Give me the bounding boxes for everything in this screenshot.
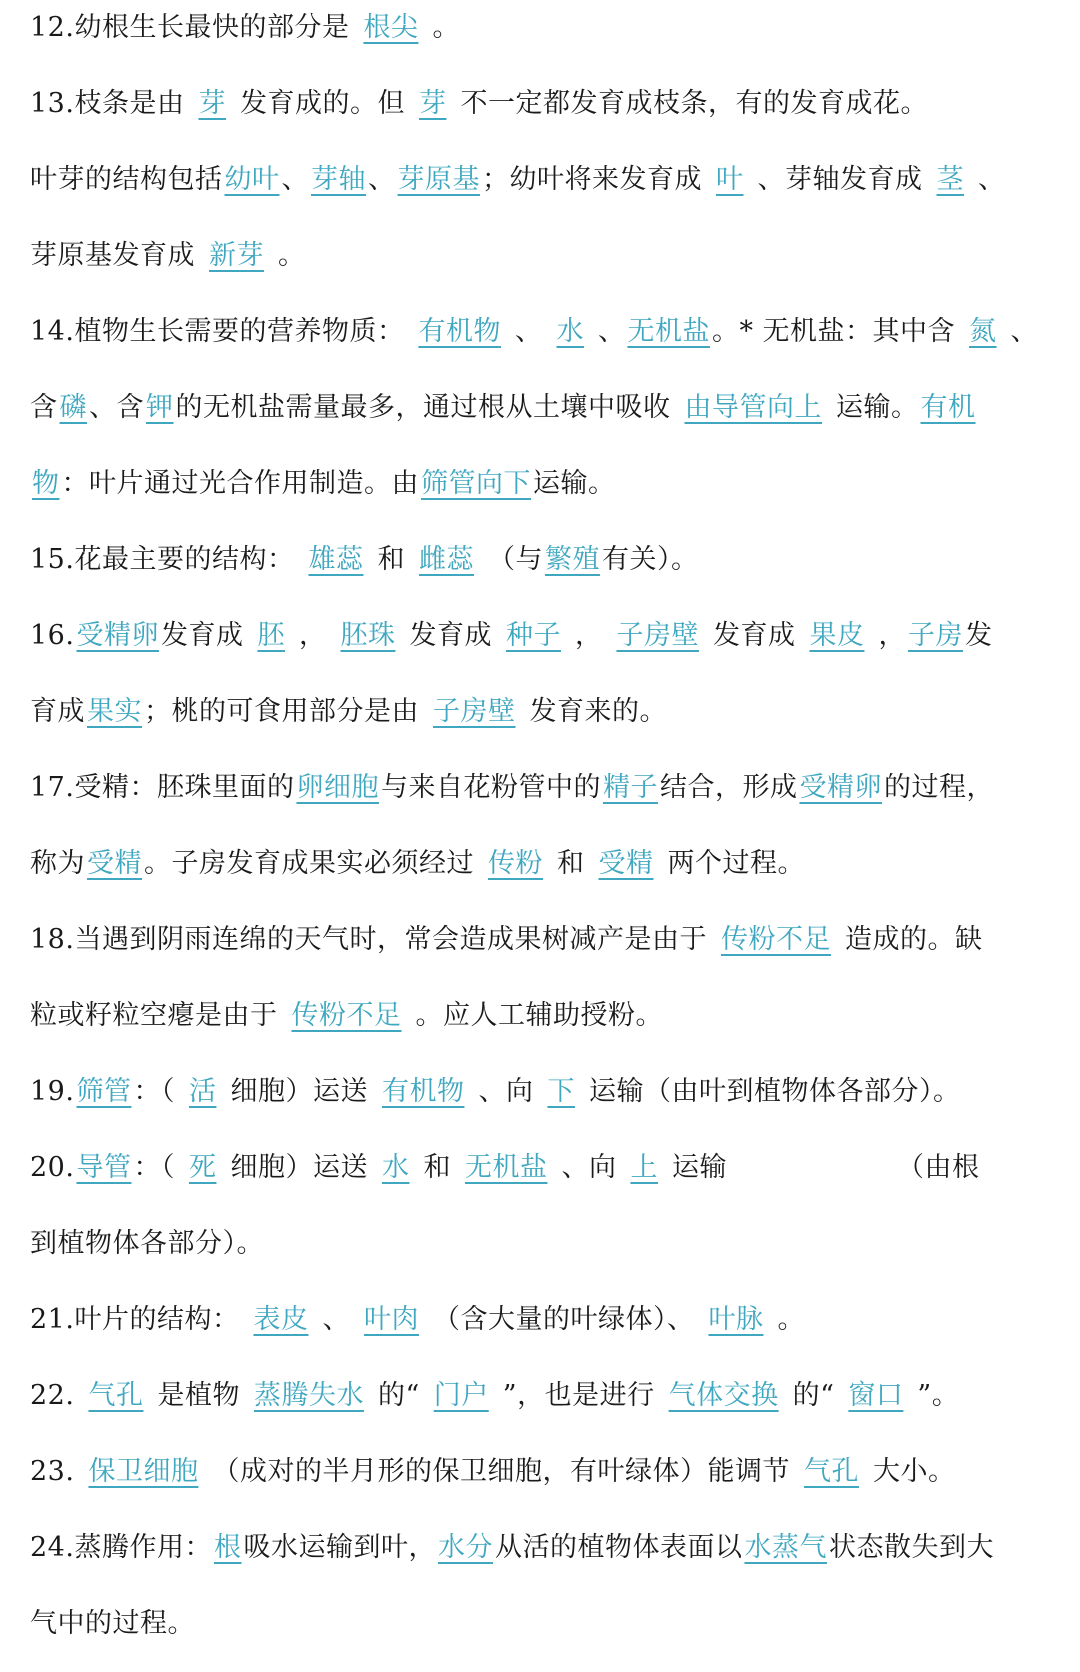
answer-blank: 筛管向下 — [421, 468, 531, 499]
text-line — [30, 608, 1054, 684]
question-text: 发育成 — [409, 620, 492, 651]
text-line — [30, 1292, 1054, 1368]
text-line — [30, 1216, 1054, 1292]
question-text: 21.叶片的结构： — [30, 1304, 240, 1335]
question-text: 15.花最主要的结构： — [30, 544, 295, 575]
question-text: 细胞）运送 — [230, 1076, 368, 1107]
question-text: 24.蒸腾作用： — [30, 1532, 212, 1563]
question-text: 芽原基发育成 — [30, 240, 195, 271]
answer-blank: 氮 — [969, 316, 997, 347]
question-text: 运输（由叶到植物体各部分）。 — [588, 1076, 961, 1107]
answer-blank: 有机物 — [418, 316, 501, 347]
answer-blank: 芽原基 — [397, 164, 480, 195]
text-line — [30, 228, 1054, 304]
answer-blank: 气孔 — [88, 1380, 144, 1411]
answer-blank: 窗口 — [848, 1380, 904, 1411]
answer-blank: 上 — [630, 1152, 658, 1183]
question-text: 发育成的。但 — [239, 88, 405, 119]
question-text: （成对的半月形的保卫细胞，有叶绿体）能调节 — [212, 1456, 790, 1487]
question-text: 结合，形成 — [659, 772, 798, 803]
question-text: 12.幼根生长最快的部分是 — [30, 12, 350, 43]
question-text: 细胞）运送 — [230, 1152, 368, 1183]
answer-blank: 果皮 — [809, 620, 865, 651]
answer-blank: 根尖 — [363, 12, 419, 43]
question-text: 。 — [278, 240, 306, 271]
answer-blank: 芽 — [418, 88, 447, 119]
answer-blank: 活 — [188, 1076, 217, 1107]
answer-blank: 传粉不足 — [720, 924, 831, 955]
answer-blank: 水分 — [437, 1532, 493, 1563]
question-text: 的无机盐需量最多，通过根从土壤中吸收 — [175, 392, 671, 423]
text-line — [30, 0, 1054, 76]
question-text: 14.植物生长需要的营养物质： — [30, 316, 405, 347]
question-text: 育成 — [30, 696, 85, 727]
text-line — [30, 912, 1054, 988]
question-text: ”。 — [917, 1380, 960, 1411]
answer-blank: 钾 — [146, 392, 174, 423]
answer-blank: 无机盐 — [464, 1152, 548, 1183]
answer-blank: 子房壁 — [433, 696, 516, 727]
answer-blank: 种子 — [505, 620, 561, 651]
text-line — [30, 456, 1054, 532]
question-text: 大小。 — [872, 1456, 956, 1487]
answer-blank: 卵细胞 — [296, 772, 379, 803]
text-line — [30, 684, 1054, 760]
question-text: （含大量的叶绿体）、 — [432, 1304, 695, 1335]
text-line — [30, 988, 1054, 1064]
answer-blank: 果实 — [87, 696, 142, 727]
text-line — [30, 152, 1054, 228]
answer-blank: 气孔 — [803, 1456, 859, 1487]
answer-blank: 芽 — [198, 88, 226, 119]
question-text: 叶芽的结构包括 — [30, 164, 223, 195]
answer-blank: 气体交换 — [668, 1380, 779, 1411]
question-text: 状态散失到大 — [828, 1532, 994, 1563]
text-line — [30, 380, 1054, 456]
answer-blank: 下 — [547, 1076, 575, 1107]
answer-blank: 蒸腾失水 — [253, 1380, 364, 1411]
question-text: 、 — [514, 316, 543, 347]
answer-blank: 幼叶 — [224, 164, 280, 195]
answer-blank: 门户 — [433, 1380, 489, 1411]
question-text: 、 — [322, 1304, 350, 1335]
text-line — [30, 836, 1054, 912]
question-text: （由根 — [896, 1152, 980, 1183]
answer-blank: 受精卵 — [799, 772, 882, 803]
question-text: 和 — [557, 848, 585, 879]
question-text: 与来自花粉管中的 — [380, 772, 601, 803]
question-text: 22. — [30, 1380, 75, 1411]
answer-blank: 有机 — [920, 392, 976, 423]
question-text: 运输。 — [836, 392, 919, 423]
answer-blank: 胚 — [257, 620, 285, 651]
question-text: 、芽轴发育成 — [757, 164, 923, 195]
question-text: 吸水运输到叶， — [243, 1532, 436, 1563]
question-text: 、含 — [89, 392, 144, 423]
question-text: 16. — [30, 620, 75, 651]
text-line — [30, 1596, 1054, 1672]
answer-blank: 有机物 — [381, 1076, 465, 1107]
question-text: 含 — [30, 392, 58, 423]
answer-blank: 保卫细胞 — [88, 1456, 199, 1487]
question-text: 20. — [30, 1152, 75, 1183]
answer-blank: 新芽 — [209, 240, 264, 271]
question-text: 。* 无机盐：其中含 — [711, 316, 956, 347]
question-text: 。 — [432, 12, 460, 43]
answer-blank: 受精卵 — [76, 620, 159, 651]
answer-blank: 受精 — [87, 848, 142, 879]
answer-blank: 茎 — [936, 164, 964, 195]
question-text: ， — [298, 620, 327, 651]
text-line — [30, 532, 1054, 608]
question-text: 和 — [423, 1152, 451, 1183]
question-text: 。子房发育成果实必须经过 — [144, 848, 474, 879]
question-text: 发育来的。 — [529, 696, 667, 727]
question-text: ， — [574, 620, 603, 651]
answer-blank: 繁殖 — [544, 544, 600, 575]
question-text: 运输。 — [533, 468, 616, 499]
answer-blank: 死 — [188, 1152, 217, 1183]
answer-blank: 筛管 — [76, 1076, 132, 1107]
question-text: 。应人工辅助授粉。 — [415, 1000, 663, 1031]
question-text: （与 — [487, 544, 543, 575]
text-line — [30, 304, 1054, 380]
answer-blank: 水 — [381, 1152, 410, 1183]
answer-blank: 传粉 — [488, 848, 543, 879]
question-text: 两个过程。 — [667, 848, 805, 879]
question-text: 、向 — [561, 1152, 617, 1183]
answer-blank: 水蒸气 — [744, 1532, 827, 1563]
answer-blank: 磷 — [59, 392, 87, 423]
answer-blank: 精子 — [602, 772, 658, 803]
question-text: 、 — [978, 164, 1006, 195]
answer-blank: 子房壁 — [616, 620, 699, 651]
question-text: 运输 — [671, 1152, 727, 1183]
answer-blank: 导管 — [76, 1152, 132, 1183]
question-text: 发 — [964, 620, 993, 651]
question-text: 造成的。缺 — [844, 924, 983, 955]
question-text: 的过程， — [883, 772, 994, 803]
answer-blank: 雌蕊 — [418, 544, 474, 575]
question-text: ；桃的可食用部分是由 — [144, 696, 419, 727]
text-line — [30, 1064, 1054, 1140]
question-text: 、 — [1010, 316, 1039, 347]
text-line — [30, 1368, 1054, 1444]
question-text: ：（ — [133, 1152, 175, 1183]
answer-blank: 叶肉 — [363, 1304, 419, 1335]
question-text: 的“ — [792, 1380, 835, 1411]
text-line — [30, 1140, 1054, 1216]
answer-blank: 水 — [556, 316, 584, 347]
question-text: 的“ — [377, 1380, 420, 1411]
answer-blank: 芽轴 — [311, 164, 366, 195]
question-text: 不一定都发育成枝条，有的发育成花。 — [460, 88, 928, 119]
question-text: 、向 — [478, 1076, 534, 1107]
text-line — [30, 1444, 1054, 1520]
answer-blank: 受精 — [598, 848, 654, 879]
question-text: 发育成 — [712, 620, 796, 651]
question-text: 23. — [30, 1456, 75, 1487]
answer-blank: 胚珠 — [340, 620, 396, 651]
question-text: 、 — [597, 316, 626, 347]
text-line — [30, 760, 1054, 836]
question-text: 气中的过程。 — [30, 1608, 195, 1639]
question-text: 从活的植物体表面以 — [494, 1532, 743, 1563]
question-text: 。 — [777, 1304, 805, 1335]
question-text: ；幼叶将来发育成 — [482, 164, 702, 195]
text-line — [30, 1520, 1054, 1596]
answer-blank: 表皮 — [253, 1304, 309, 1335]
question-text: 13.枝条是由 — [30, 88, 185, 119]
answer-blank: 由导管向上 — [684, 392, 822, 423]
question-text: 和 — [377, 544, 405, 575]
question-text: 发育成 — [160, 620, 244, 651]
question-text: 有关）。 — [601, 544, 699, 575]
answer-blank: 叶 — [716, 164, 744, 195]
question-text: 18.当遇到阴雨连绵的天气时，常会造成果树减产是由于 — [30, 924, 707, 955]
answer-blank: 叶脉 — [708, 1304, 764, 1335]
question-text: 19. — [30, 1076, 75, 1107]
answer-blank: 子房 — [907, 620, 963, 651]
question-text: 、 — [368, 164, 396, 195]
answer-blank: 雄蕊 — [308, 544, 364, 575]
question-text: ：叶片通过光合作用制造。由 — [61, 468, 419, 499]
question-text: ， — [878, 620, 906, 651]
answer-blank: 物 — [32, 468, 60, 499]
question-text: 、 — [281, 164, 309, 195]
text-line — [30, 76, 1054, 152]
answer-blank: 根 — [213, 1532, 242, 1563]
question-text: 粒或籽粒空瘪是由于 — [30, 1000, 278, 1031]
answer-blank: 传粉不足 — [291, 1000, 402, 1031]
question-text: 称为 — [30, 848, 85, 879]
question-text: 是植物 — [157, 1380, 240, 1411]
question-text: 17.受精：胚珠里面的 — [30, 772, 295, 803]
answer-blank: 无机盐 — [627, 316, 710, 347]
question-text: ”，也是进行 — [502, 1380, 655, 1411]
question-text: ：（ — [133, 1076, 175, 1107]
question-text: 到植物体各部分）。 — [30, 1228, 264, 1259]
